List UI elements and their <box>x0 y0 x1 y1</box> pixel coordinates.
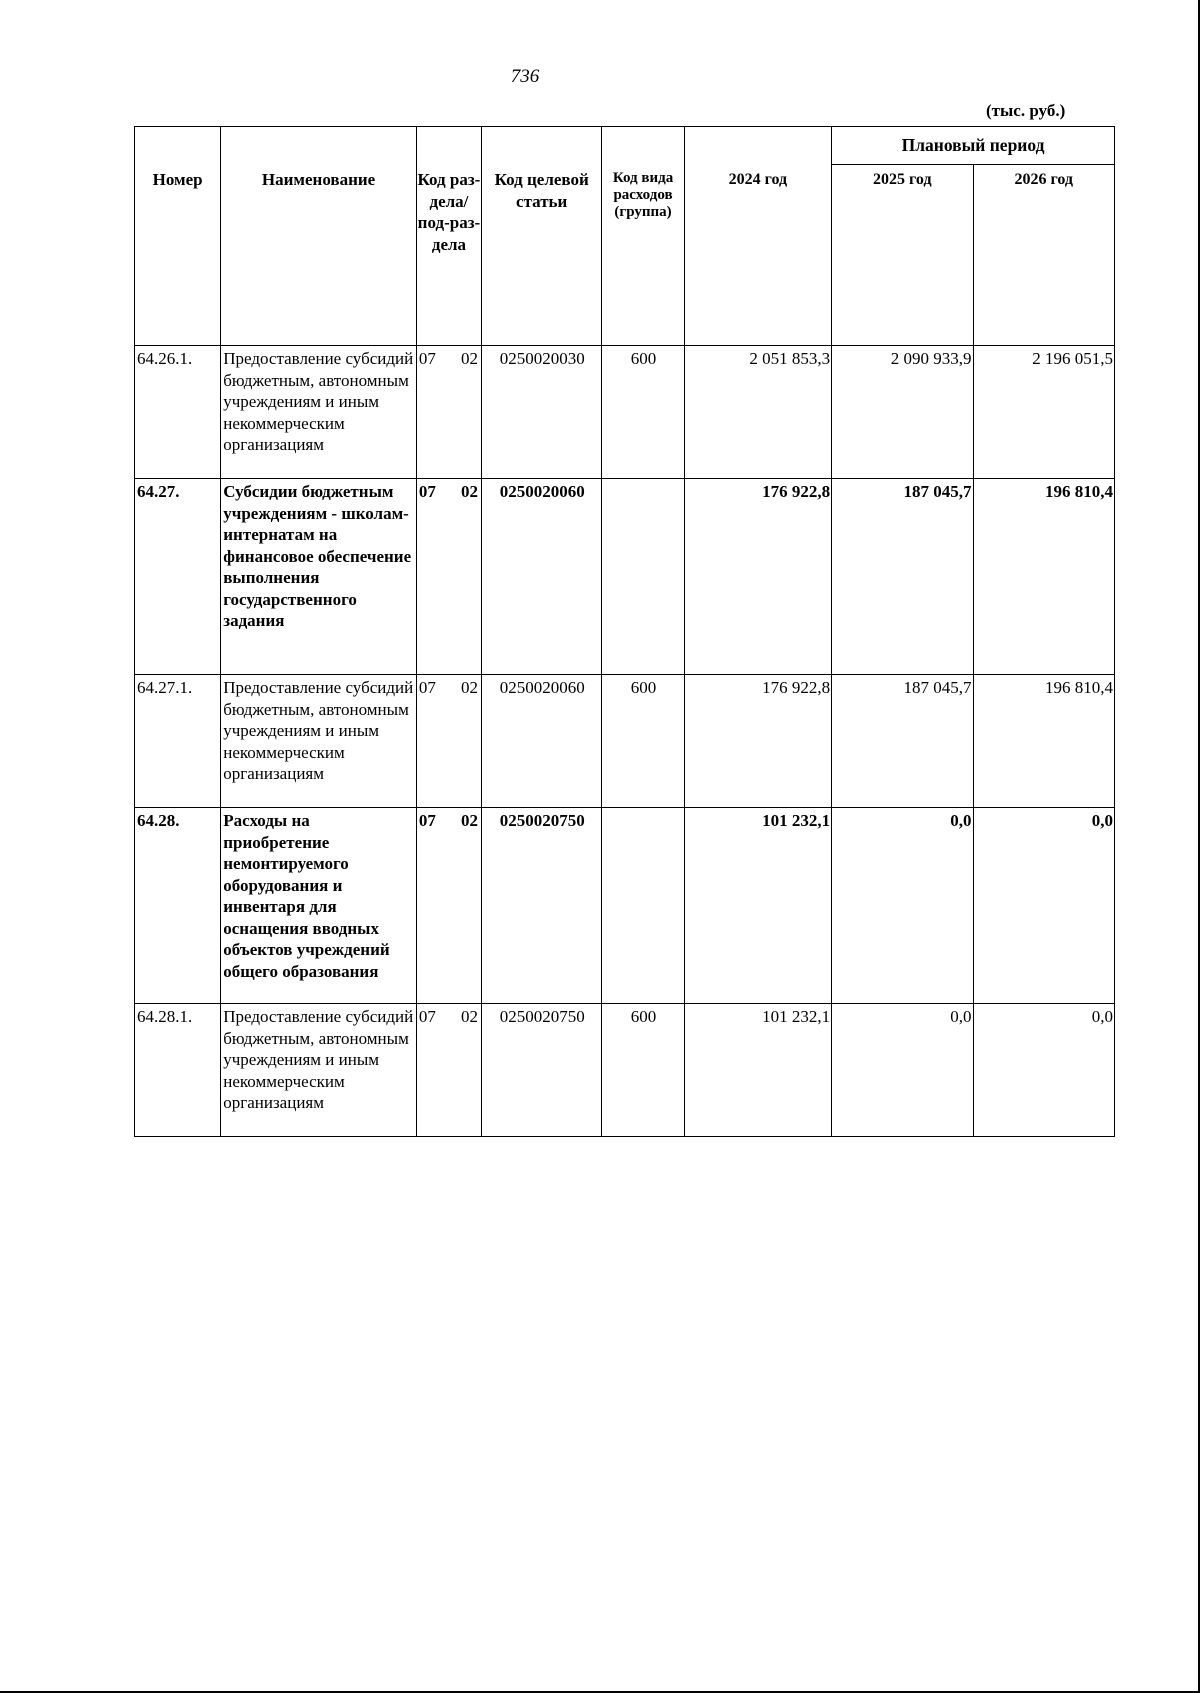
row-expense-kind: 600 <box>602 675 684 808</box>
section-code: 07 <box>418 811 436 830</box>
row-number: 64.28. <box>135 808 221 1004</box>
row-number: 64.27.1. <box>135 675 221 808</box>
row-name: Расходы на приобретение немонтируемого оборудования и инвентаря для оснащения вводных объектов учреждений общего образования <box>221 808 417 1004</box>
row-amount-2026: 0,0 <box>973 1004 1115 1137</box>
row-expense-kind: 600 <box>602 346 684 479</box>
table-body <box>135 346 1115 1137</box>
row-expense-kind <box>602 479 684 675</box>
row-section-code <box>416 675 481 808</box>
subsection-code: 02 <box>461 678 479 697</box>
section-code-pair <box>419 481 480 503</box>
row-amount-2025: 0,0 <box>832 1004 973 1137</box>
units-label: (тыс. руб.) <box>986 101 1066 120</box>
row-amount-2026: 0,0 <box>973 808 1115 1004</box>
header-name: Наименование <box>221 127 417 346</box>
section-code: 07 <box>418 482 436 501</box>
subsection-code: 02 <box>461 811 479 830</box>
row-target-code: 0250020030 <box>482 346 602 479</box>
row-number: 64.26.1. <box>135 346 221 479</box>
header-target-code: Код целевой статьи <box>482 127 602 346</box>
row-amount-2025: 0,0 <box>832 808 973 1004</box>
table-row <box>135 1004 1115 1137</box>
row-amount-2024: 176 922,8 <box>684 479 831 675</box>
header-planning-period: Плановый период <box>832 127 1115 165</box>
section-code-pair <box>419 677 480 699</box>
row-amount-2025: 187 045,7 <box>832 479 973 675</box>
subsection-code: 02 <box>461 349 479 368</box>
row-name: Предоставление субсидий бюджетным, автономным учреждениям и иным некоммерческим организациям <box>221 346 417 479</box>
header-row-top <box>135 127 1115 165</box>
table-row <box>135 479 1115 675</box>
header-expense-kind: Код вида расходов (группа) <box>602 127 684 346</box>
header-number: Номер <box>135 127 221 346</box>
row-name: Субсидии бюджетным учреждениям - школам-интернатам на финансовое обеспечение выполнения государственного задания <box>221 479 417 675</box>
table-row <box>135 808 1115 1004</box>
row-amount-2026: 2 196 051,5 <box>973 346 1115 479</box>
row-number: 64.28.1. <box>135 1004 221 1137</box>
row-amount-2025: 2 090 933,9 <box>832 346 973 479</box>
row-section-code <box>416 346 481 479</box>
row-amount-2024: 176 922,8 <box>684 675 831 808</box>
row-section-code <box>416 1004 481 1137</box>
section-code-pair <box>419 1006 480 1028</box>
section-code: 07 <box>418 349 436 368</box>
subsection-code: 02 <box>461 1007 479 1026</box>
row-amount-2026: 196 810,4 <box>973 479 1115 675</box>
section-code-pair <box>419 810 480 832</box>
row-target-code: 0250020060 <box>482 479 602 675</box>
table-row <box>135 675 1115 808</box>
header-section-code: Код раз-дела/ под-раз-дела <box>416 127 481 346</box>
section-code-pair <box>419 348 480 370</box>
row-target-code: 0250020060 <box>482 675 602 808</box>
row-amount-2024: 2 051 853,3 <box>684 346 831 479</box>
row-name: Предоставление субсидий бюджетным, автономным учреждениям и иным некоммерческим организациям <box>221 1004 417 1137</box>
subsection-code: 02 <box>461 482 479 501</box>
row-amount-2025: 187 045,7 <box>832 675 973 808</box>
row-expense-kind <box>602 808 684 1004</box>
row-section-code <box>416 808 481 1004</box>
row-target-code: 0250020750 <box>482 808 602 1004</box>
header-year-2026: 2026 год <box>973 165 1115 346</box>
section-code: 07 <box>418 1007 436 1026</box>
row-section-code <box>416 479 481 675</box>
row-expense-kind: 600 <box>602 1004 684 1137</box>
row-name: Предоставление субсидий бюджетным, автономным учреждениям и иным некоммерческим организациям <box>221 675 417 808</box>
row-number: 64.27. <box>135 479 221 675</box>
section-code: 07 <box>418 678 436 697</box>
table-row <box>135 346 1115 479</box>
row-target-code: 0250020750 <box>482 1004 602 1137</box>
header-year-2024: 2024 год <box>684 127 831 346</box>
page-number: 736 <box>510 66 540 87</box>
budget-table <box>134 126 1115 1137</box>
row-amount-2024: 101 232,1 <box>684 1004 831 1137</box>
header-year-2025: 2025 год <box>832 165 973 346</box>
row-amount-2024: 101 232,1 <box>684 808 831 1004</box>
row-amount-2026: 196 810,4 <box>973 675 1115 808</box>
